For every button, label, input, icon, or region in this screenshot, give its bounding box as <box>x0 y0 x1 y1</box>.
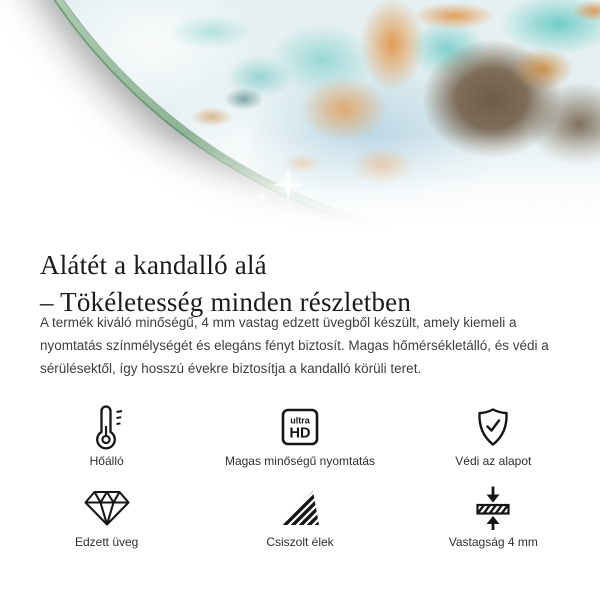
marble-artwork <box>0 0 600 238</box>
ultra-hd-icon <box>281 408 319 446</box>
sparkle-highlight-icon <box>271 168 305 202</box>
feature-label: Vastagság 4 mm <box>448 535 538 549</box>
ultra-hd-badge-top: ultra <box>290 415 310 426</box>
feature-row-1 <box>10 403 590 469</box>
feature-label: Edzett üveg <box>74 535 139 549</box>
feature-label: Csiszolt élek <box>266 535 334 549</box>
shield-check-icon <box>476 407 510 448</box>
sparkle-small-icon <box>255 190 269 204</box>
feature-protects-base <box>397 403 590 469</box>
feature-label: Magas minőségű nyomtatás <box>224 454 376 468</box>
feature-label: Hőálló <box>89 454 124 468</box>
feature-heat-resistant <box>10 403 203 469</box>
thermometer-icon <box>91 404 123 450</box>
ultra-hd-badge-bottom: HD <box>289 425 311 442</box>
feature-label: Védi az alapot <box>455 454 532 468</box>
title-line-1: Alátét a kandalló alá <box>40 250 267 281</box>
feature-polished-edges <box>203 484 396 550</box>
feature-thickness <box>397 484 590 550</box>
product-description: A termék kiváló minőségű, 4 mm vastag edzett üvegből készült, amely kiemeli a nyomtatás színmélységét és elegáns fényt biztosít. Magas hőmérsékletálló, és védi a sérülésektől, így hosszú évekre biztosítja a kandalló körüli teret. <box>40 315 549 376</box>
title-line-2: – Tökéletesség minden részletben <box>40 287 412 318</box>
diamond-icon <box>83 489 131 527</box>
feature-tempered-glass <box>10 484 203 550</box>
product-image <box>0 0 600 238</box>
glass-plate <box>0 0 600 238</box>
page-title <box>40 247 411 321</box>
thickness-icon <box>474 485 512 531</box>
feature-ultra-hd-print <box>203 403 396 469</box>
polished-edge-icon <box>280 490 320 526</box>
feature-row-2 <box>10 484 590 550</box>
